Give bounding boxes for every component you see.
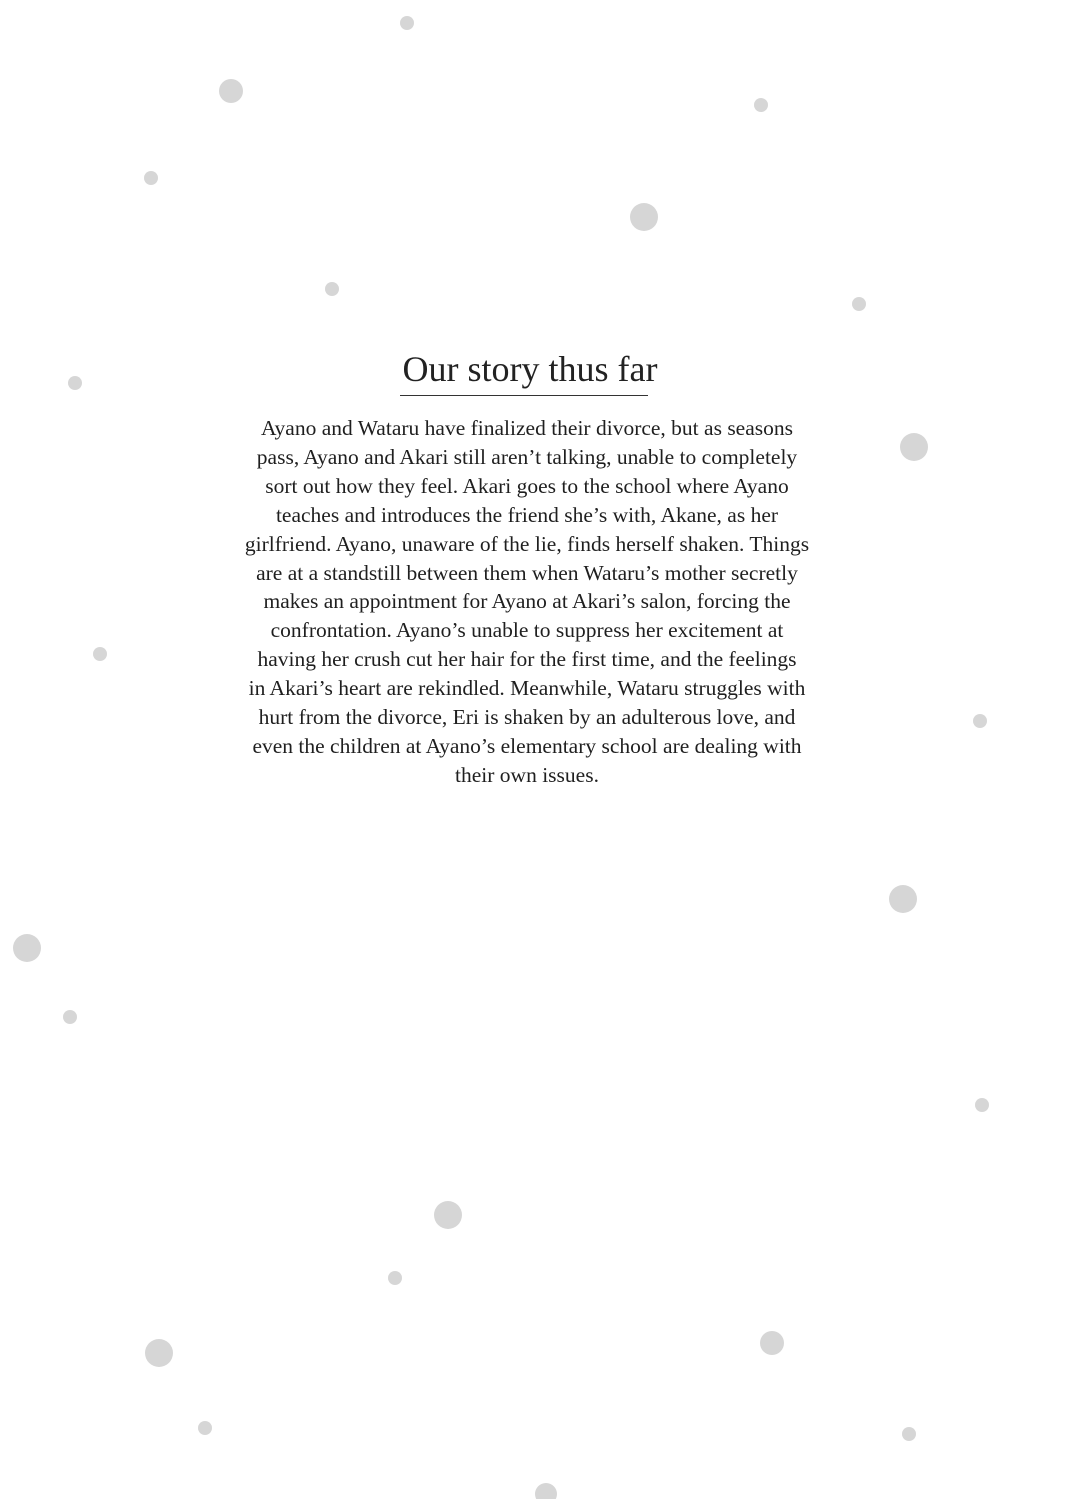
dot-7 [852,297,866,311]
dot-5 [630,203,658,231]
dot-17 [388,1271,402,1285]
dot-22 [535,1483,557,1499]
dot-16 [434,1201,462,1229]
page-title: Our story thus far [402,349,658,389]
summary-line: in Akari’s heart are rekindled. Meanwhile, Wataru struggles with [248,676,806,701]
summary-line: are at a standstill between them when Wataru’s mother secretly [256,560,798,585]
dot-12 [889,885,917,913]
dot-4 [144,171,158,185]
summary-line: their own issues. [455,762,599,787]
dot-6 [325,282,339,296]
dot-2 [219,79,243,103]
summary-line: Ayano and Wataru have finalized their divorce, but as seasons [260,416,794,440]
summary-line: sort out how they feel. Akari goes to the school where Ayano [265,473,789,498]
dot-19 [145,1339,173,1367]
dot-11 [973,714,987,728]
dot-21 [902,1427,916,1441]
summary-line: confrontation. Ayano’s unable to suppress her excitement at [270,618,784,643]
summary-line: teaches and introduces the friend she’s with, Akane, as her [275,502,779,527]
summary-line: even the children at Ayano’s elementary school are dealing with [252,733,802,758]
dot-3 [754,98,768,112]
summary-line: pass, Ayano and Akari still aren’t talking, unable to completely [256,444,798,469]
dot-9 [900,433,928,461]
dot-13 [13,934,41,962]
dot-20 [198,1421,212,1435]
story-summary [220,414,834,790]
summary-line: makes an appointment for Ayano at Akari’s salon, forcing the [263,589,791,614]
summary-line: having her crush cut her hair for the first time, and the feelings [257,647,797,672]
dot-18 [760,1331,784,1355]
summary-line: hurt from the divorce, Eri is shaken by an adulterous love, and [258,705,796,730]
dot-14 [63,1010,77,1024]
dot-1 [400,16,414,30]
title-underline [400,395,648,396]
dot-15 [975,1098,989,1112]
summary-line: girlfriend. Ayano, unaware of the lie, finds herself shaken. Things [244,531,810,556]
dot-10 [93,647,107,661]
